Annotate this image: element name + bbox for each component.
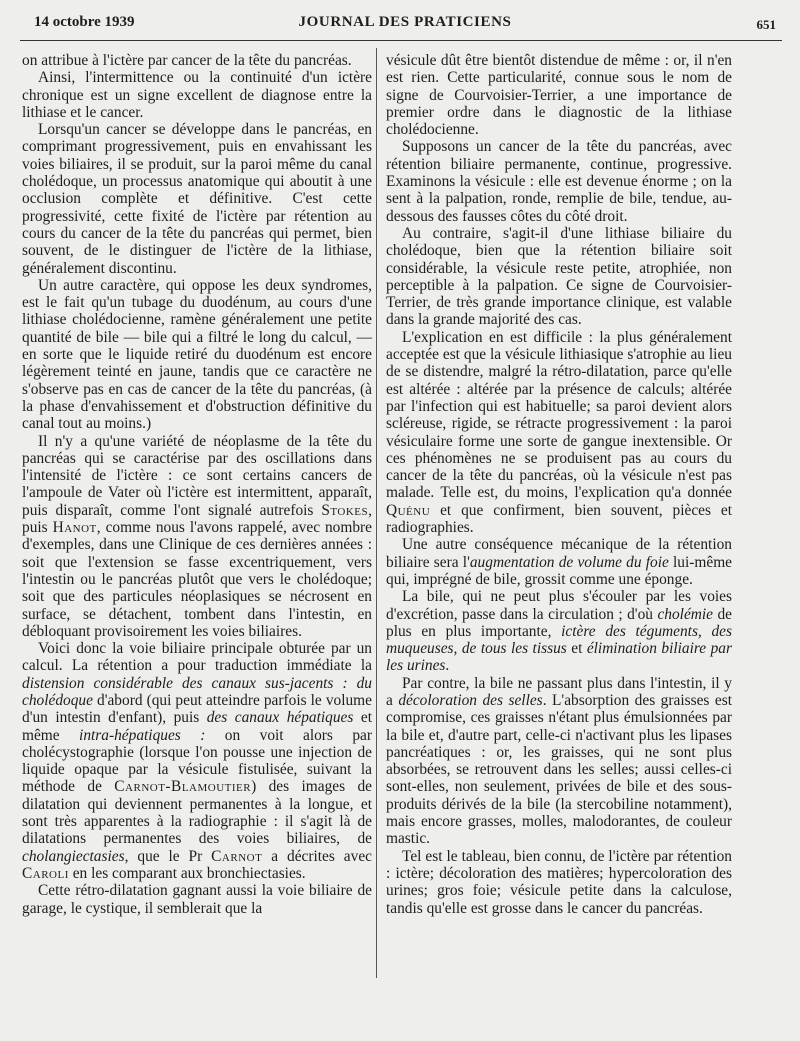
journal-title: JOURNAL DES PRATICIENS bbox=[298, 14, 512, 30]
paragraph: Au contraire, s'agit-il d'une lithiase biliaire du cholédoque, bien que la rétention biliaire soit considérable, la vésicule reste petite, atrophiée, non perceptible à la palpation. Ce signe de Courvoisier-Terrier, de très grande importance clinique, est valable dans la grande majorité des cas. bbox=[386, 224, 732, 329]
paragraph: vésicule dût être bientôt distendue de même : or, il n'en est rien. Cette particularité, connue sous le nom de signe de Courvoisier-Terrier, a une importance de premier ordre dans le diagnostic de la lithiase cholédocienne. bbox=[386, 52, 732, 139]
paragraph: Une autre conséquence mécanique de la rétention biliaire sera l'augmentation de volume du foie lui-même qui, imprégné de bile, grossit comme une éponge. bbox=[386, 536, 733, 588]
author-name: Stokes bbox=[321, 501, 369, 519]
paragraph: Un autre caractère, qui oppose les deux syndromes, est le fait qu'un tubage du duodénum, au cours d'une lithiase cholédocienne, ramène généralement une petite quantité de bile — bile qui a filtré le long du calcul, — en sorte que le liquide retiré du duodénum est encore légèrement teinté en jaune, tandis que ce caractère ne s'observe pas en cas de cancer de la tête du pancréas, (à la phase d'envahissement et d'obstruction définitive du canal tout au moins.) bbox=[22, 276, 372, 433]
author-name: Carnot-Blamoutier bbox=[114, 778, 252, 796]
author-name: Caroli bbox=[22, 864, 69, 882]
column-divider bbox=[376, 48, 377, 978]
page-header bbox=[34, 14, 776, 38]
issue-date: 14 octobre 1939 bbox=[34, 14, 135, 30]
page-number: 651 bbox=[756, 17, 776, 32]
author-name: Hanot bbox=[52, 519, 97, 537]
paragraph: Lorsqu'un cancer se développe dans le pancréas, en comprimant progressivement, puis en envahissant les voies biliaires, il se produit, sur la paroi même du canal cholédoque, un processus anatomique qui aboutit à une occlusion complète et définitive. C'est cette progressivité, cette fixité de l'ictère par rétention au cours du cancer de la tête du pancréas qui permet, bien souvent, de le distinguer de l'ictère de la lithiase, généralement discontinu. bbox=[22, 121, 372, 277]
paragraph: Cette rétro-dilatation gagnant aussi la voie biliaire de garage, le cystique, il semblerait que la bbox=[22, 882, 372, 917]
left-column bbox=[22, 52, 372, 917]
paragraph: Par contre, la bile ne passant plus dans l'intestin, il y a décoloration des selles. L'absorption des graisses est compromise, ces graisses n'étant plus émulsionnées par la bile et, d'autre part, celle-ci n'activant plus les lipases pancréatiques : or, les graisses, qui ne sont plus absorbées, se retrouvent dans les selles; aussi celles-ci sont-elles, non seulement, privées de bile et des sous-produits dérivés de la bile (la stercobiline notamment), mais encore grasses, molles, malodorantes, de couleur mastic. bbox=[386, 674, 732, 848]
header-rule bbox=[20, 40, 782, 41]
author-name: Carnot bbox=[211, 847, 263, 865]
paragraph: L'explication en est difficile : la plus généralement acceptée est que la vésicule lithiasique s'atrophie au lieu de se distendre, malgré la rétro-dilatation, parce qu'elle est altérée : altérée par la présence de calculs; altérée par l'infection qui est habituelle; sa paroi devient alors scléreuse, rigide, se rétracte progressivement : la paroi vésiculaire forme une sorte de gangue inextensible. Or ces phénomènes ne se produisent pas au cours du cancer de la tête du pancréas, où la vésicule n'est pas malade. Telle est, du moins, l'explication qu'a donnée Quénu et que confirment, bien souvent, pièces et radiographies. bbox=[386, 328, 732, 537]
paragraph: Ainsi, l'intermittence ou la continuité d'un ictère chronique est un signe excellent de diagnose entre la lithiase et le cancer. bbox=[22, 69, 372, 121]
paragraph: Tel est le tableau, bien connu, de l'ictère par rétention : ictère; décoloration des matières; hypercoloration des urines; gros foie; vésicule petite dans la calculose, tandis qu'elle est grosse dans le cancer du pancréas. bbox=[386, 847, 732, 917]
paragraph: Supposons un cancer de la tête du pancréas, avec rétention biliaire permanente, continue, progressive. Examinons la vésicule : elle est devenue énorme ; on la sent à la palpation, ronde, remplie de bile, tendue, au-dessous des fausses côtes du côté droit. bbox=[386, 138, 732, 225]
paragraph: La bile, qui ne peut plus s'écouler par les voies d'excrétion, passe dans la circulation ; d'où cholémie de plus en plus importante, ictère des téguments, des muqueuses, de tous les tissus et élimination biliaire par les urines. bbox=[386, 588, 733, 675]
paragraph: Il n'y a qu'une variété de néoplasme de la tête du pancréas qui se caractérise par des oscillations dans l'intensité de l'ictère : ce sont certains cancers de l'ampoule de Vater où l'ictère est intermittent, apparaît, puis disparaît, comme l'ont signalé autrefois Stokes, puis Hanot, comme nous l'avons rappelé, avec nombre d'exemples, dans une Clinique de ces dernières années : soit que l'extension se fasse excentriquement, vers l'intestin ou le pancréas plutôt que vers le cholédoque; soit que des particules néoplasiques se nécrosent en surface, se détachent, tombent dans l'intestin, en débloquant provisoirement les voies biliaires. bbox=[22, 432, 372, 640]
paragraph: on attribue à l'ictère par cancer de la tête du pancréas. bbox=[22, 52, 352, 69]
right-column bbox=[386, 52, 732, 917]
paragraph: Voici donc la voie biliaire principale obturée par un calcul. La rétention a pour traduction immédiate la distension considérable des canaux sus-jacents : du cholédoque d'abord (qui peut atteindre parfois le volume d'un intestin d'enfant), puis des canaux hépatiques et même intra-hépatiques : on voit alors par cholécystographie (lorsque l'on pousse une injection de liquide opaque par la vésicule fistulisée, suivant la méthode de Carnot-Blamoutier) des images de dilatation qui deviennent permanentes à la longue, et sont très apparentes à la radiographie : il s'agit là de dilatations permanentes des voies biliaires, de cholangiectasies, que le Pr Carnot a décrites avec Caroli en les comparant aux bronchiectasies. bbox=[22, 640, 373, 882]
author-name: Quénu bbox=[386, 501, 431, 519]
